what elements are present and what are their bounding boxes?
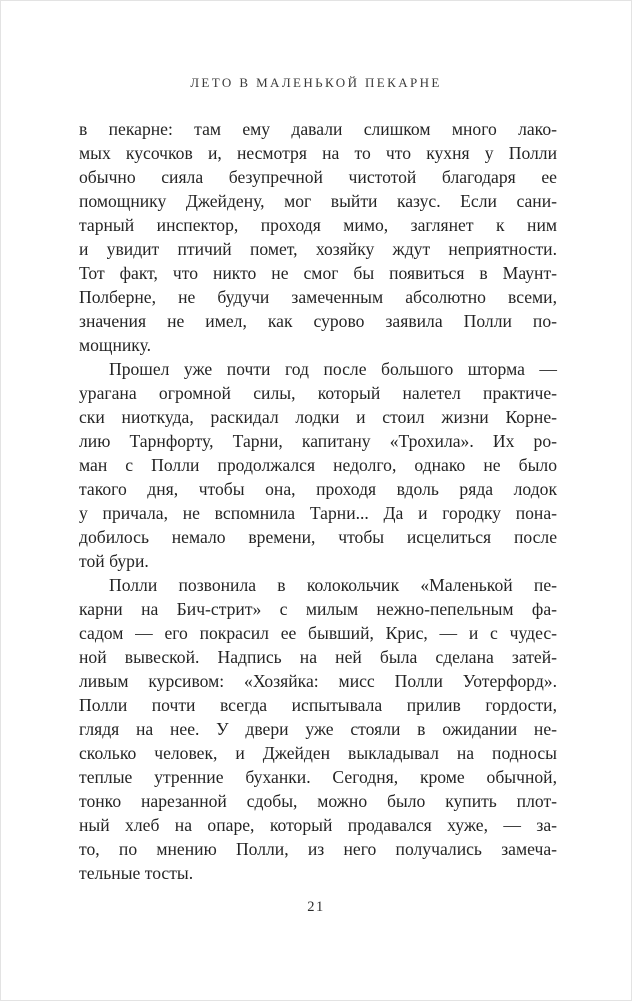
text-line: в пекарне: там ему давали слишком много лако- (79, 119, 557, 139)
text-line: такого дня, чтобы она, проходя вдоль ряда лодок (79, 479, 557, 499)
text-line: мощнику. (79, 335, 152, 355)
text-block (79, 117, 557, 885)
text-line: садом — его покрасил ее бывший, Крис, — и с чудес- (79, 623, 557, 643)
text-line: сколько человек, и Джейден выкладывал на подносы (79, 743, 557, 763)
text-line: то, по мнению Полли, из него получались замеча- (79, 839, 557, 859)
text-line: обычно сияла безупречной чистотой благодаря ее (79, 167, 557, 187)
text-line: Полли почти всегда испытывала прилив гордости, (79, 695, 557, 715)
text-line: ный хлеб на опаре, который продавался хуже, — за- (79, 815, 557, 835)
text-line: тарный инспектор, проходя мимо, заглянет к ним (79, 215, 557, 235)
text-line: ски ниоткуда, раскидал лодки и стоил жизни Корне- (79, 407, 557, 427)
text-line: глядя на нее. У двери уже стояли в ожидании не- (79, 719, 557, 739)
text-line: урагана огромной силы, который налетел практиче- (79, 383, 557, 403)
paragraph (79, 117, 557, 357)
text-line: мых кусочков и, несмотря на то что кухня у Полли (79, 143, 557, 163)
text-line: значения не имел, как сурово заявила Полли по- (79, 311, 557, 331)
paragraph (79, 573, 557, 885)
text-line: ман с Полли продолжался недолго, однако не было (79, 455, 557, 475)
text-line: теплые утренние буханки. Сегодня, кроме обычной, (79, 767, 557, 787)
paragraph (79, 357, 557, 573)
text-line: тонко нарезанной сдобы, можно было купить плот- (79, 791, 557, 811)
text-line: карни на Бич-стрит» с милым нежно-пепельным фа- (79, 599, 557, 619)
text-line: ливым курсивом: «Хозяйка: мисс Полли Уотерфорд». (79, 671, 557, 691)
text-line: ной вывеской. Надпись на ней была сделана затей- (79, 647, 557, 667)
text-line: лию Тарнфорту, Тарни, капитану «Трохила». Их ро- (79, 431, 557, 451)
text-line: Полберне, не будучи замеченным абсолютно всеми, (79, 287, 557, 307)
text-line: помощнику Джейдену, мог выйти казус. Если сани- (79, 191, 557, 211)
text-line: Тот факт, что никто не смог бы появиться в Маунт- (79, 263, 557, 283)
text-line: у причала, не вспомнила Тарни... Да и городку пона- (79, 503, 557, 523)
text-line: тельные тосты. (79, 863, 194, 883)
running-head: ЛЕТО В МАЛЕНЬКОЙ ПЕКАРНЕ (190, 75, 442, 90)
text-line: добилось немало времени, чтобы исцелиться после (79, 527, 557, 547)
page-number: 21 (307, 899, 325, 915)
text-line: Полли позвонила в колокольчик «Маленькой пе- (109, 575, 557, 595)
text-line: и увидит птичий помет, хозяйку ждут неприятности. (79, 239, 557, 259)
text-line: Прошел уже почти год после большого шторма — (109, 359, 557, 379)
text-line: той бури. (79, 551, 149, 571)
